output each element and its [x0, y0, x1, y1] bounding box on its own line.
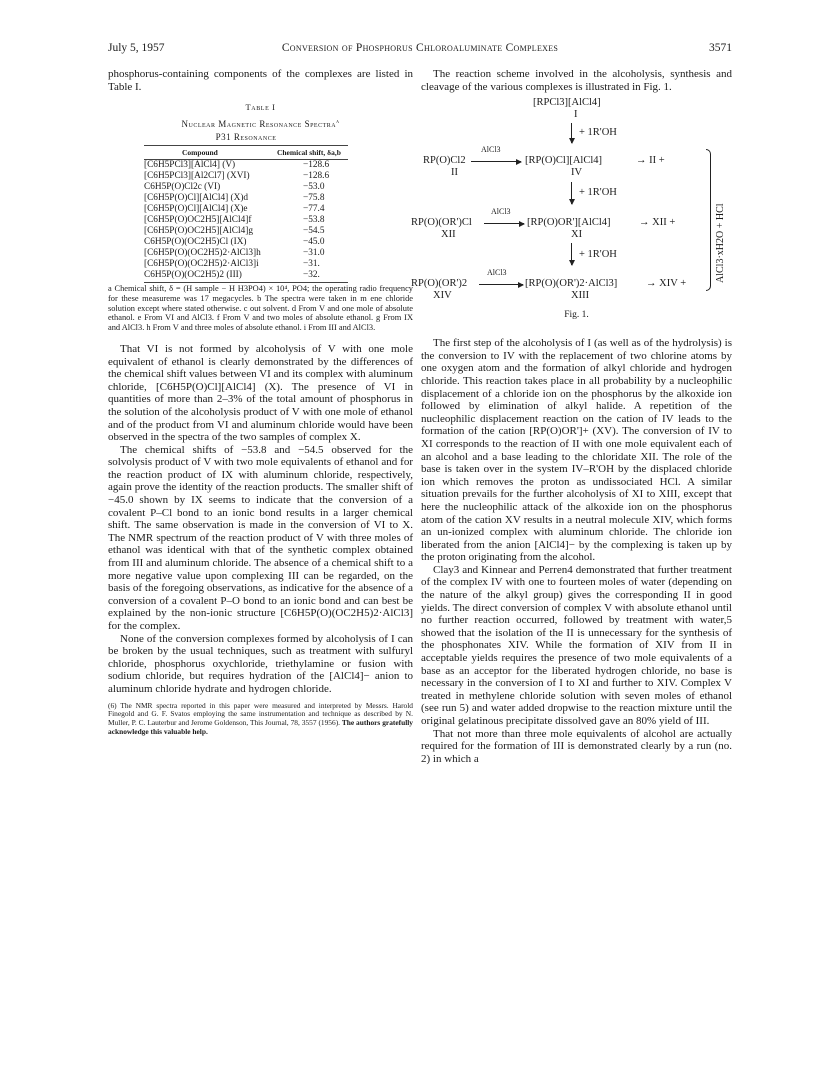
header-page-number: 3571: [709, 42, 732, 54]
compound-XIV: RP(O)(OR')2: [411, 278, 468, 290]
table-row: [144, 171, 348, 182]
table-row: [144, 204, 348, 215]
compound-XII-label: XII: [441, 229, 456, 241]
shift-cell: −54.5: [302, 225, 325, 236]
compound-cell: [C6H5P(O)OC2H5][AlCl4]g: [144, 225, 253, 236]
running-header: [108, 42, 732, 60]
shift-cell: −31.: [302, 258, 320, 269]
compound-cell: [C6H5P(O)(OC2H5)2·AlCl3]i: [144, 258, 259, 269]
table-footnotes: a Chemical shift, δ = (H sample − H H3PO4) × 10⁴, PO4; the operating radio frequency for these measureme was 17 megacycles. b The spectra were taken in m ene chloride solution except where stated otherwise. c out solvent. d From V and one mole of absolute ethanol. e From VI and AlCl3. f From V and two moles of absolute ethanol. g From IX and AlCl3. h From V and three moles of absolute ethanol. i From III and AlCl3.: [108, 283, 413, 333]
products-brace: [706, 149, 711, 291]
compound-I-label: I: [574, 109, 578, 121]
col-shift-header: Chemical shift, δa,b: [273, 146, 348, 160]
shift-cell: −53.8: [302, 214, 325, 225]
compound-XI-label: XI: [571, 229, 583, 241]
right-paragraph-1: The first step of the alcoholysis of I (as well as of the hydrolysis) is the conversion to IV with the replacement of two chlorine atoms by one oxygen atom and the formation of alkyl chloride and hydrogen chloride. This reaction takes place in all probability by a nucleophilic displacement of a chloride ion on the phosphorus by the alkoxide ion followed by elimination of alkyl halide. A repetition of the nucleophilic displacement reaction on the cation of IV leads to the formation of the cation [RP(O)OR']+ (XV). The conversion of IV to XI corresponds to the reaction of II with one mole equivalent each of an alcohol and a base leading to the chloridate XII. The role of the base is taken over in the system IV–R'OH by the displaced chloride ion which removes the proton as undissociated HCl. A similar situation prevails for the further alcoholysis of XI to XIII, except that here the nucleophilic attack of the alkoxide ion on the phosphorus atom of the cation XV results in a neutral molecule XIV, which forms an un-ionized complex with aluminum chloride. The chloride ion liberated from the anion [AlCl4]− by the complexing is taken up by the proton originating from the alcohol.: [421, 337, 732, 564]
compound-cell: [C6H5P(O)Cl][AlCl4] (X)d: [144, 192, 249, 203]
arrow-right-2: [484, 223, 524, 224]
compound-XII: RP(O)(OR')Cl: [411, 217, 472, 229]
shift-cell: −75.8: [302, 192, 325, 203]
compound-cell: [C6H5P(O)(OC2H5)2·AlCl3]h: [144, 247, 261, 258]
arrow-right-1: [471, 161, 521, 162]
table-row: [144, 159, 348, 171]
table-row: [144, 226, 348, 237]
table-header-row: [144, 146, 348, 160]
table-row: [144, 248, 348, 259]
compound-cell: [C6H5PCl3][Al2Cl7] (XVI): [144, 170, 250, 181]
table-subtitle: P31 Resonance: [144, 131, 348, 146]
shift-cell: −77.4: [302, 203, 325, 214]
shift-cell: −45.0: [302, 236, 325, 247]
step-label-1: + 1R'OH: [579, 127, 617, 139]
compound-I: [RPCl3][AlCl4]: [533, 97, 601, 109]
table-title-text: Nuclear Magnetic Resonance Spectra: [181, 118, 337, 129]
left-paragraph-3: None of the conversion complexes formed by alcoholysis of I can be broken by the usual techniques, such as treatment with sulfuryl chloride, phosphorus oxychloride, triethylamine or fusion with sodium chloride, but requires hydration of the [AlCl4]− anion to aluminum chloride hydrate and hydrogen chloride.: [108, 632, 413, 695]
left-column: [108, 68, 413, 737]
compound-IV-label: IV: [571, 167, 583, 179]
header-title: Conversion of Phosphorus Chloroaluminate Complexes: [281, 42, 559, 54]
right-column: [411, 68, 732, 765]
compound-cell: [C6H5P(O)Cl][AlCl4] (X)e: [144, 203, 248, 214]
table-title-sup: a: [336, 118, 340, 125]
product-row-4: → XIV +: [646, 278, 687, 290]
col-compound-header: Compound: [144, 146, 273, 160]
footnote-6-text: (6) The NMR spectra reported in this paper were measured and interpreted by Messrs. Harold Finegold and G. F. Svatos employing the same instrumentation and technique as described by N. Muller, P. C. Lauterbur and Jerome Goldenson, This Journal, 78, 3557 (1956).: [108, 700, 413, 728]
compound-II: RP(O)Cl2: [423, 155, 466, 167]
compound-cell: C6H5P(O)(OC2H5)Cl (IX): [144, 236, 247, 247]
figure-caption: Fig. 1.: [564, 310, 589, 321]
side-product-label: AlCl3·xH2O + HCl: [715, 203, 726, 284]
footnote-6-acknowledgement: The authors gratefully acknowledge this valuable help.: [108, 718, 414, 737]
table-label: Table I: [245, 102, 276, 113]
arrow-right-3: [479, 284, 523, 285]
compound-II-label: II: [451, 167, 458, 179]
product-row-2: → II +: [636, 155, 665, 167]
left-intro-paragraph: phosphorus-containing components of the complexes are listed in Table I.: [108, 68, 413, 93]
table-row: [144, 182, 348, 193]
right-paragraph-2: Clay3 and Kinnear and Perren4 demonstrated that further treatment of the complex IV with one to fourteen moles of water (depending on the nature of the alkyl group) gives the corresponding II in good yields. The direct conversion of complex V with absolute ethanol until no further reaction occurred, followed by treatment with water,5 showed that the isolation of the II is unnecessary for the synthesis of the phosphonates XIV. While the formation of XIV from II in acceptable yields requires the presence of two mole equivalents of a base as an acceptor for the liberated hydrogen chloride, no base is necessary in the conversion of I to XI and further to XIV. Complex V treated in methylene chloride solution with seven moles of ethanol (see run 5) and water added dropwise to the reaction mixture until the original gelatinous precipitate dissolved gave an 80% yield of III.: [421, 563, 732, 727]
left-paragraph-2: The chemical shifts of −53.8 and −54.5 observed for the solvolysis product of V with two mole equivalents of ethanol and for the reaction product of IX with aluminum chloride, respectively, again prove the identity of the reaction products. The smaller shift of −45.0 shown by IX seems to indicate that the conversion of a covalent P–Cl bond to an ionic bond results in a larger chemical shift. The same observation is made in the conversion of VI to X. The NMR spectrum of the reaction product of V with three moles of ethanol was identical with that of the synthetic complex obtained from III and aluminum chloride. The absence of a chemical shift to a more negative value upon complexing III can be regarded, on the basis of the foregoing observations, as indicative for the absence of a conversion of a covalent P–O bond to an ionic bond and can best be explained by the non-ionic structure [C6H5P(O)(OC2H5)2·AlCl3] for the complex.: [108, 443, 413, 633]
shift-cell: −128.6: [302, 159, 330, 170]
arrow-down-3: [571, 243, 572, 265]
shift-cell: −32.: [273, 270, 348, 283]
step-label-3: + 1R'OH: [579, 249, 617, 261]
shift-cell: −53.0: [302, 181, 325, 192]
reaction-scheme-figure: [411, 97, 732, 337]
table-row: [144, 215, 348, 226]
compound-cell: C6H5P(O)Cl2c (VI): [144, 181, 221, 192]
nmr-table: [144, 146, 348, 283]
table-title: [108, 116, 413, 131]
compound-cell: [C6H5P(O)OC2H5][AlCl4]f: [144, 214, 252, 225]
product-row-3: → XII +: [639, 217, 676, 229]
table-body: [144, 159, 348, 282]
compound-XIII-label: XIII: [571, 290, 590, 302]
compound-XIII: [RP(O)(OR')2·AlCl3]: [525, 278, 618, 290]
left-paragraph-1: That VI is not formed by alcoholysis of V with one mole equivalent of ethanol is clearly demonstrated by the differences of the chemical shift values between VI and its complex with aluminum chloride, [C6H5P(O)Cl][AlCl4] (X). The presence of VI in quantities of more than 2–3% of the total amount of phosphorus in the solution of the alcoholysis product of V with one mole of ethanol and of the product from VI and aluminum chloride would have been observed in the spectra of the two samples of complex X.: [108, 342, 413, 444]
arrow-down-1: [571, 123, 572, 143]
step-label-2: + 1R'OH: [579, 187, 617, 199]
alcl3-label-1: AlCl3: [481, 145, 501, 155]
shift-cell: −31.0: [302, 247, 325, 258]
footnote-6: [108, 702, 413, 738]
compound-XI: [RP(O)OR'][AlCl4]: [527, 217, 611, 229]
alcl3-label-3: AlCl3: [487, 268, 507, 278]
table-row: [144, 193, 348, 204]
arrow-down-2: [571, 182, 572, 204]
table-row: [144, 270, 348, 283]
compound-IV: [RP(O)Cl][AlCl4]: [525, 155, 602, 167]
compound-cell: [C6H5PCl3][AlCl4] (V): [144, 159, 236, 170]
alcl3-label-2: AlCl3: [491, 207, 511, 217]
header-date: July 5, 1957: [108, 42, 165, 54]
shift-cell: −128.6: [302, 170, 330, 181]
table-row: [144, 237, 348, 248]
compound-cell: C6H5P(O)(OC2H5)2 (III): [144, 270, 273, 283]
right-intro-paragraph: The reaction scheme involved in the alcoholysis, synthesis and cleavage of the various complexes is illustrated in Fig. 1.: [421, 68, 732, 93]
compound-XIV-label: XIV: [433, 290, 452, 302]
right-paragraph-3: That not more than three mole equivalents of alcohol are actually required for the formation of III is demonstrated clearly by a run (no. 2) in which a: [421, 727, 732, 765]
table-row: [144, 259, 348, 270]
